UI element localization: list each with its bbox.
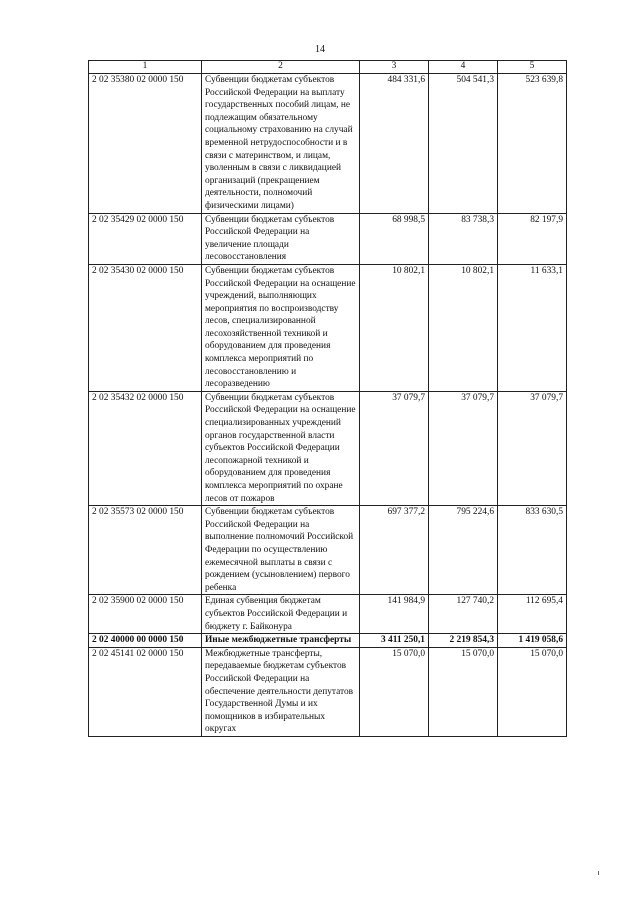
row-code: 2 02 35573 02 0000 150 (89, 506, 202, 595)
table-row (89, 213, 567, 264)
row-value-col4: 15 070,0 (429, 647, 498, 736)
row-value-col5: 112 695,4 (498, 595, 567, 634)
column-header: 1 (89, 61, 202, 74)
row-value-col4: 127 740,2 (429, 595, 498, 634)
row-code: 2 02 40000 00 0000 150 (89, 634, 202, 648)
row-value-col4: 37 079,7 (429, 391, 498, 505)
row-description: Субвенции бюджетам субъектов Российской Федерации на выплату государственных пособий лицам, не подлежащим обязательному социальному страхованию на случай временной нетрудоспособности и в связи с материнством, и лицам, уволенным в связи с ликвидацией организаций (прекращением деятельности, полномочий физическими лицами) (202, 74, 360, 214)
column-header: 5 (498, 61, 567, 74)
page-number: 14 (315, 44, 325, 55)
row-code: 2 02 35432 02 0000 150 (89, 391, 202, 505)
row-description: Субвенции бюджетам субъектов Российской Федерации на оснащение учреждений, выполняющих мероприятия по воспроизводству лесов, специализированной лесохозяйственной техникой и оборудованием для проведения комплекса мероприятий по лесовосстановлению и лесоразведению (202, 264, 360, 391)
row-value-col5: 523 639,8 (498, 74, 567, 214)
table-row (89, 74, 567, 214)
row-value-col3: 15 070,0 (360, 647, 429, 736)
table-header-row (89, 61, 567, 74)
row-code: 2 02 45141 02 0000 150 (89, 647, 202, 736)
row-value-col4: 2 219 854,3 (429, 634, 498, 648)
row-value-col4: 795 224,6 (429, 506, 498, 595)
row-value-col3: 141 984,9 (360, 595, 429, 634)
row-description: Единая субвенция бюджетам субъектов Российской Федерации и бюджету г. Байконура (202, 595, 360, 634)
row-code: 2 02 35900 02 0000 150 (89, 595, 202, 634)
table-row (89, 264, 567, 391)
column-header: 3 (360, 61, 429, 74)
row-value-col3: 37 079,7 (360, 391, 429, 505)
row-value-col4: 504 541,3 (429, 74, 498, 214)
row-value-col3: 10 802,1 (360, 264, 429, 391)
row-description: Субвенции бюджетам субъектов Российской Федерации на увеличение площади лесовосстановления (202, 213, 360, 264)
column-header: 4 (429, 61, 498, 74)
row-description: Субвенции бюджетам субъектов Российской Федерации на оснащение специализированных учреждений органов государственной власти субъектов Российской Федерации лесопожарной техникой и оборудованием для проведения комплекса мероприятий по охране лесов от пожаров (202, 391, 360, 505)
table-row (89, 595, 567, 634)
table-row (89, 506, 567, 595)
row-value-col4: 83 738,3 (429, 213, 498, 264)
row-value-col3: 697 377,2 (360, 506, 429, 595)
row-value-col5: 15 070,0 (498, 647, 567, 736)
row-value-col3: 484 331,6 (360, 74, 429, 214)
row-description: Межбюджетные трансферты, передаваемые бюджетам субъектов Российской Федерации на обеспечение деятельности депутатов Государственной Думы и их помощников в избирательных округах (202, 647, 360, 736)
row-value-col5: 82 197,9 (498, 213, 567, 264)
row-value-col4: 10 802,1 (429, 264, 498, 391)
row-value-col5: 833 630,5 (498, 506, 567, 595)
row-description: Субвенции бюджетам субъектов Российской Федерации на выполнение полномочий Российской Федерации по осуществлению ежемесячной выплаты в связи с рождением (усыновлением) первого ребенка (202, 506, 360, 595)
row-code: 2 02 35380 02 0000 150 (89, 74, 202, 214)
column-header: 2 (202, 61, 360, 74)
row-code: 2 02 35429 02 0000 150 (89, 213, 202, 264)
row-value-col5: 37 079,7 (498, 391, 567, 505)
row-description: Иные межбюджетные трансферты (202, 634, 360, 648)
table-row (89, 391, 567, 505)
row-value-col3: 68 998,5 (360, 213, 429, 264)
scan-mark (598, 871, 599, 875)
budget-table (88, 60, 567, 737)
table-row-subtotal (89, 634, 567, 648)
table-row (89, 647, 567, 736)
row-value-col5: 11 633,1 (498, 264, 567, 391)
row-value-col3: 3 411 250,1 (360, 634, 429, 648)
row-code: 2 02 35430 02 0000 150 (89, 264, 202, 391)
row-value-col5: 1 419 058,6 (498, 634, 567, 648)
